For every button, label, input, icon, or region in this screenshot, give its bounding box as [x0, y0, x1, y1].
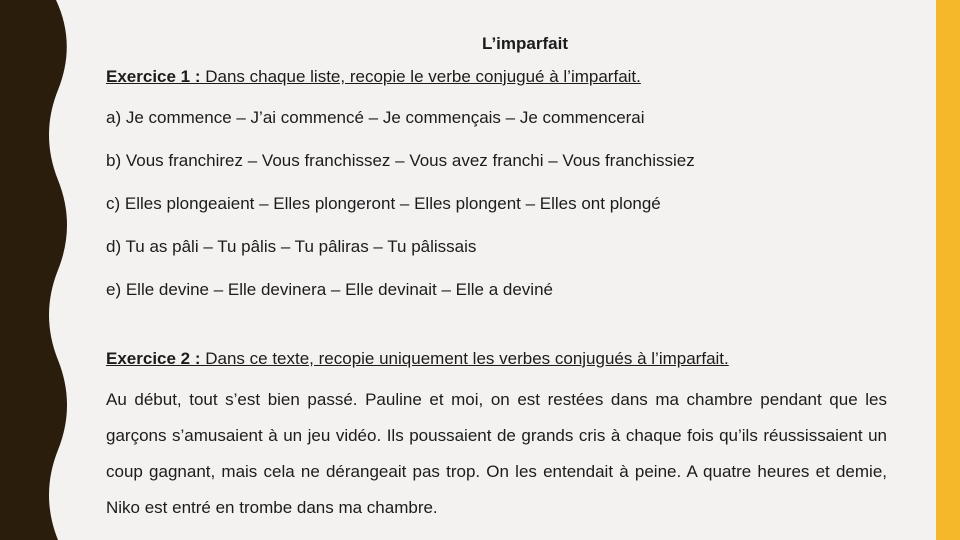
- list-item: d) Tu as pâli – Tu pâlis – Tu pâliras – Tu pâlissais: [106, 237, 477, 256]
- list-item: a) Je commence – J’ai commencé – Je commençais – Je commencerai: [106, 108, 645, 127]
- page-title: L’imparfait: [482, 34, 568, 53]
- exercise-1-label: Exercice 1 :: [106, 67, 201, 86]
- list-item: b) Vous franchirez – Vous franchissez – Vous avez franchi – Vous franchissiez: [106, 151, 695, 170]
- list-item: c) Elles plongeaient – Elles plongeront – Elles plongent – Elles ont plongé: [106, 194, 661, 213]
- exercise-2-heading: [106, 349, 729, 369]
- list-item: e) Elle devine – Elle devinera – Elle devinait – Elle a deviné: [106, 280, 553, 299]
- exercise-2-label: Exercice 2 :: [106, 349, 201, 368]
- exercise-2-instruction: Dans ce texte, recopie uniquement les verbes conjugués à l’imparfait.: [200, 349, 729, 368]
- decorative-left-band: [0, 0, 70, 540]
- decorative-right-band: [936, 0, 960, 540]
- exercise-1-instruction: Dans chaque liste, recopie le verbe conjugué à l’imparfait.: [200, 67, 641, 86]
- exercise-1-heading: [106, 67, 641, 87]
- slide-content: [106, 0, 887, 540]
- exercise-2-text: Au début, tout s’est bien passé. Pauline et moi, on est restées dans ma chambre pendant que les garçons s’amusaient à un jeu vidéo. Ils poussaient de grands cris à chaque fois qu’ils réussissaient un coup gagnant, mais cela ne dérangeait pas trop. On les entendait à peine. A quatre heures et demie, Niko est entré en trombe dans ma chambre.: [106, 390, 887, 517]
